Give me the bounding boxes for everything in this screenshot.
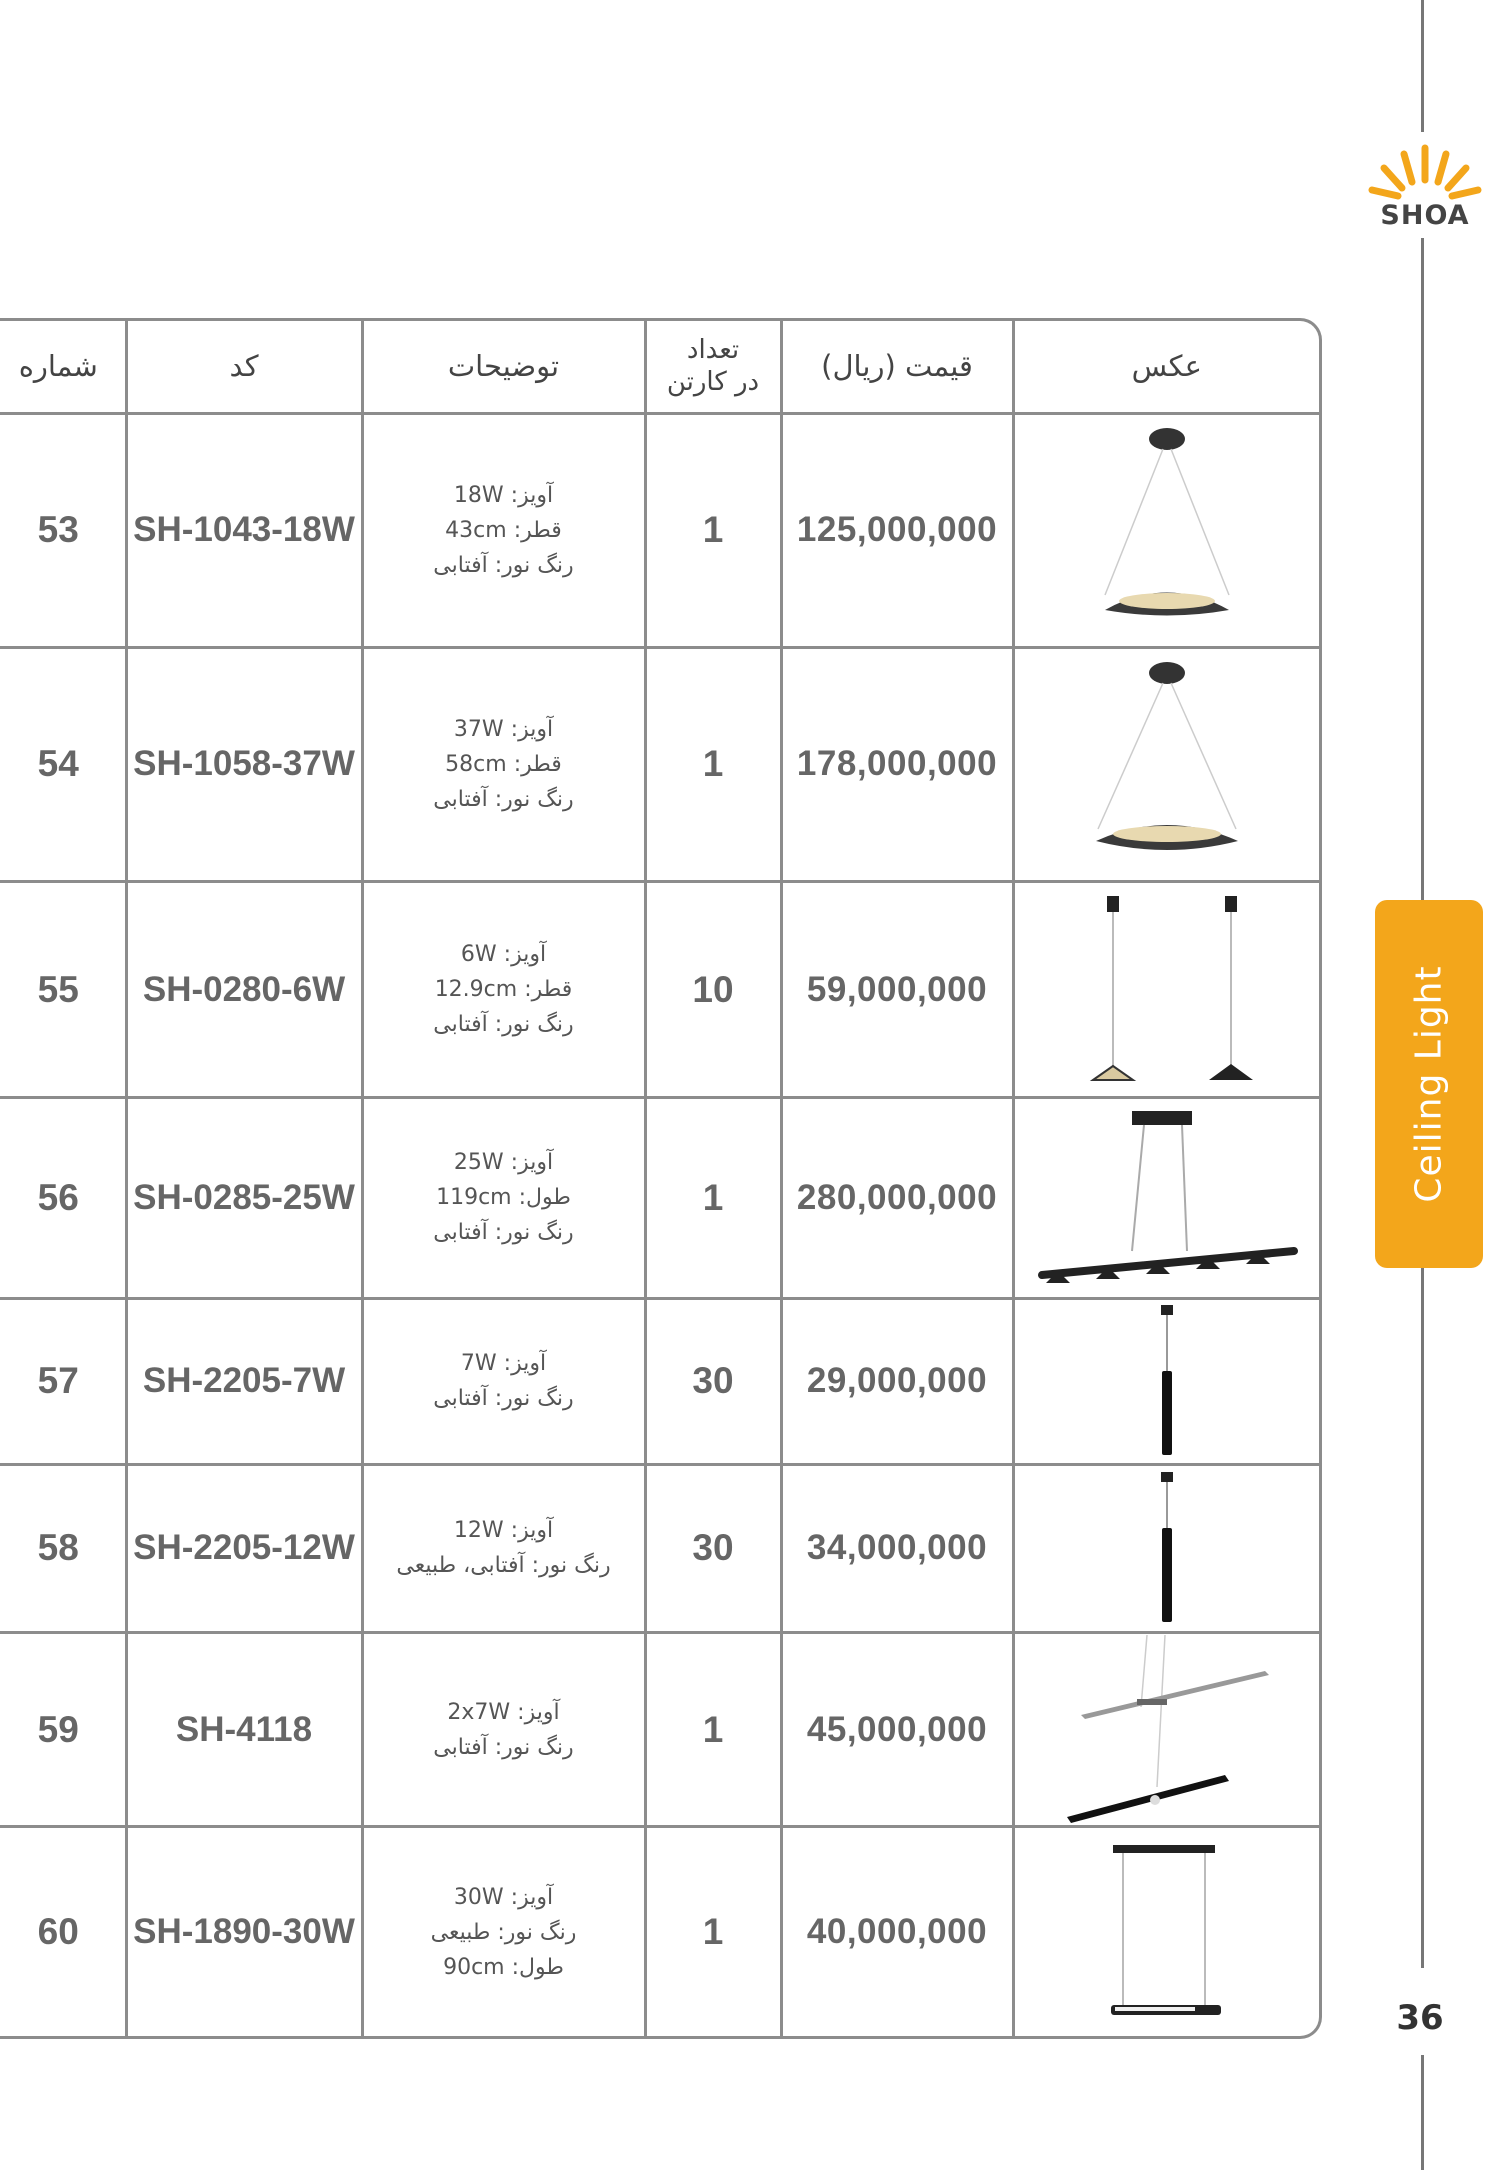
product-code: SH-4118 <box>126 1632 362 1826</box>
row-number: 58 <box>0 1464 126 1632</box>
desc-line: رنگ نور: آفتابی <box>433 1012 574 1038</box>
desc-line: قطر: 43cm <box>445 517 562 543</box>
header-price: قیمت (ریال) <box>781 321 1013 413</box>
table-row <box>0 1827 1319 2036</box>
carton-quantity: 1 <box>645 1098 781 1298</box>
row-number: 56 <box>0 1098 126 1298</box>
desc-line: رنگ نور: آفتابی، طبیعی <box>396 1553 611 1579</box>
header-quantity-line2: در کارتن <box>666 367 760 398</box>
product-description <box>362 882 645 1098</box>
category-tab-label: Ceiling Light <box>1408 965 1450 1203</box>
product-code: SH-1043-18W <box>126 413 362 647</box>
desc-line: رنگ نور: آفتابی <box>433 1220 574 1246</box>
product-price: 59,000,000 <box>781 882 1013 1098</box>
desc-line: آویز: 2x7W <box>447 1699 560 1725</box>
product-code: SH-1890-30W <box>126 1827 362 2036</box>
desc-line: رنگ نور: آفتابی <box>433 552 574 578</box>
product-price: 125,000,000 <box>781 413 1013 647</box>
table-header-row <box>0 321 1319 413</box>
carton-quantity: 30 <box>645 1464 781 1632</box>
product-description <box>362 1298 645 1464</box>
desc-line: طول: 119cm <box>436 1185 571 1211</box>
product-photo <box>1013 1632 1319 1826</box>
header-code: کد <box>126 321 362 413</box>
row-number: 54 <box>0 647 126 881</box>
desc-line: آویز: 12W <box>453 1518 554 1544</box>
tube-pendant-lamp-icon <box>1147 1301 1187 1461</box>
header-quantity-line1: تعداد <box>686 335 740 366</box>
tube-pendant-lamp-icon <box>1147 1468 1187 1628</box>
ring-pendant-lamp-icon <box>1087 425 1247 635</box>
header-quantity <box>645 321 781 413</box>
brand-name: SHOA <box>1380 200 1470 231</box>
product-price: 45,000,000 <box>781 1632 1013 1826</box>
product-code: SH-0280-6W <box>126 882 362 1098</box>
product-photo <box>1013 1827 1319 2036</box>
product-price: 34,000,000 <box>781 1464 1013 1632</box>
desc-line: طول: 90cm <box>443 1954 564 1980</box>
product-description <box>362 1098 645 1298</box>
table-row <box>0 1098 1319 1298</box>
product-code: SH-2205-12W <box>126 1464 362 1632</box>
cone-pendant-lamp-icon <box>1067 890 1267 1090</box>
carton-quantity: 1 <box>645 413 781 647</box>
table-row <box>0 647 1319 881</box>
product-photo <box>1013 413 1319 647</box>
row-number: 60 <box>0 1827 126 2036</box>
table-row <box>0 1632 1319 1826</box>
header-description: توضیحات <box>362 321 645 413</box>
product-photo <box>1013 882 1319 1098</box>
row-number: 53 <box>0 413 126 647</box>
carton-quantity: 10 <box>645 882 781 1098</box>
carton-quantity: 1 <box>645 1827 781 2036</box>
desc-line: آویز: 18W <box>453 482 554 508</box>
desc-line: آویز: 37W <box>453 716 554 742</box>
product-photo <box>1013 647 1319 881</box>
product-price: 280,000,000 <box>781 1098 1013 1298</box>
carton-quantity: 30 <box>645 1298 781 1464</box>
desc-line: رنگ نور: آفتابی <box>433 786 574 812</box>
header-photo: عکس <box>1013 321 1319 413</box>
header-number: شماره <box>0 321 126 413</box>
table-row <box>0 1464 1319 1632</box>
price-table <box>0 318 1322 2039</box>
desc-line: آویز: 6W <box>460 942 547 968</box>
product-description <box>362 1464 645 1632</box>
product-code: SH-0285-25W <box>126 1098 362 1298</box>
carton-quantity: 1 <box>645 1632 781 1826</box>
row-number: 55 <box>0 882 126 1098</box>
side-divider-bottom <box>1421 2055 1424 2170</box>
product-description <box>362 413 645 647</box>
desc-line: قطر: 58cm <box>445 751 562 777</box>
desc-line: رنگ نور: آفتابی <box>433 1386 574 1412</box>
table-row <box>0 882 1319 1098</box>
product-code: SH-2205-7W <box>126 1298 362 1464</box>
carton-quantity: 1 <box>645 647 781 881</box>
product-photo <box>1013 1464 1319 1632</box>
product-code: SH-1058-37W <box>126 647 362 881</box>
side-divider-top <box>1421 0 1424 132</box>
product-price: 40,000,000 <box>781 1827 1013 2036</box>
desc-line: رنگ نور: طبیعی <box>430 1919 577 1945</box>
page-number: 36 <box>1396 1998 1444 2038</box>
linear-tube-lamp-icon <box>1097 1837 1237 2027</box>
linear-bar-lamp-icon <box>1032 1103 1302 1293</box>
desc-line: رنگ نور: آفتابی <box>433 1734 574 1760</box>
side-divider-mid <box>1421 238 1424 900</box>
desc-line: آویز: 25W <box>453 1150 554 1176</box>
product-description <box>362 1827 645 2036</box>
product-price: 29,000,000 <box>781 1298 1013 1464</box>
table-row <box>0 413 1319 647</box>
table-row <box>0 1298 1319 1464</box>
product-description <box>362 1632 645 1826</box>
product-description <box>362 647 645 881</box>
ring-pendant-lamp-icon <box>1082 659 1252 869</box>
row-number: 59 <box>0 1632 126 1826</box>
desc-line: آویز: 30W <box>453 1884 554 1910</box>
side-divider-low <box>1421 1268 1424 1968</box>
product-price: 178,000,000 <box>781 647 1013 881</box>
product-photo <box>1013 1098 1319 1298</box>
product-photo <box>1013 1298 1319 1464</box>
desc-line: قطر: 12.9cm <box>434 977 573 1003</box>
category-tab <box>1375 900 1483 1268</box>
desc-line: آویز: 7W <box>460 1351 547 1377</box>
blade-pendant-lamp-icon <box>1057 1635 1277 1825</box>
row-number: 57 <box>0 1298 126 1464</box>
